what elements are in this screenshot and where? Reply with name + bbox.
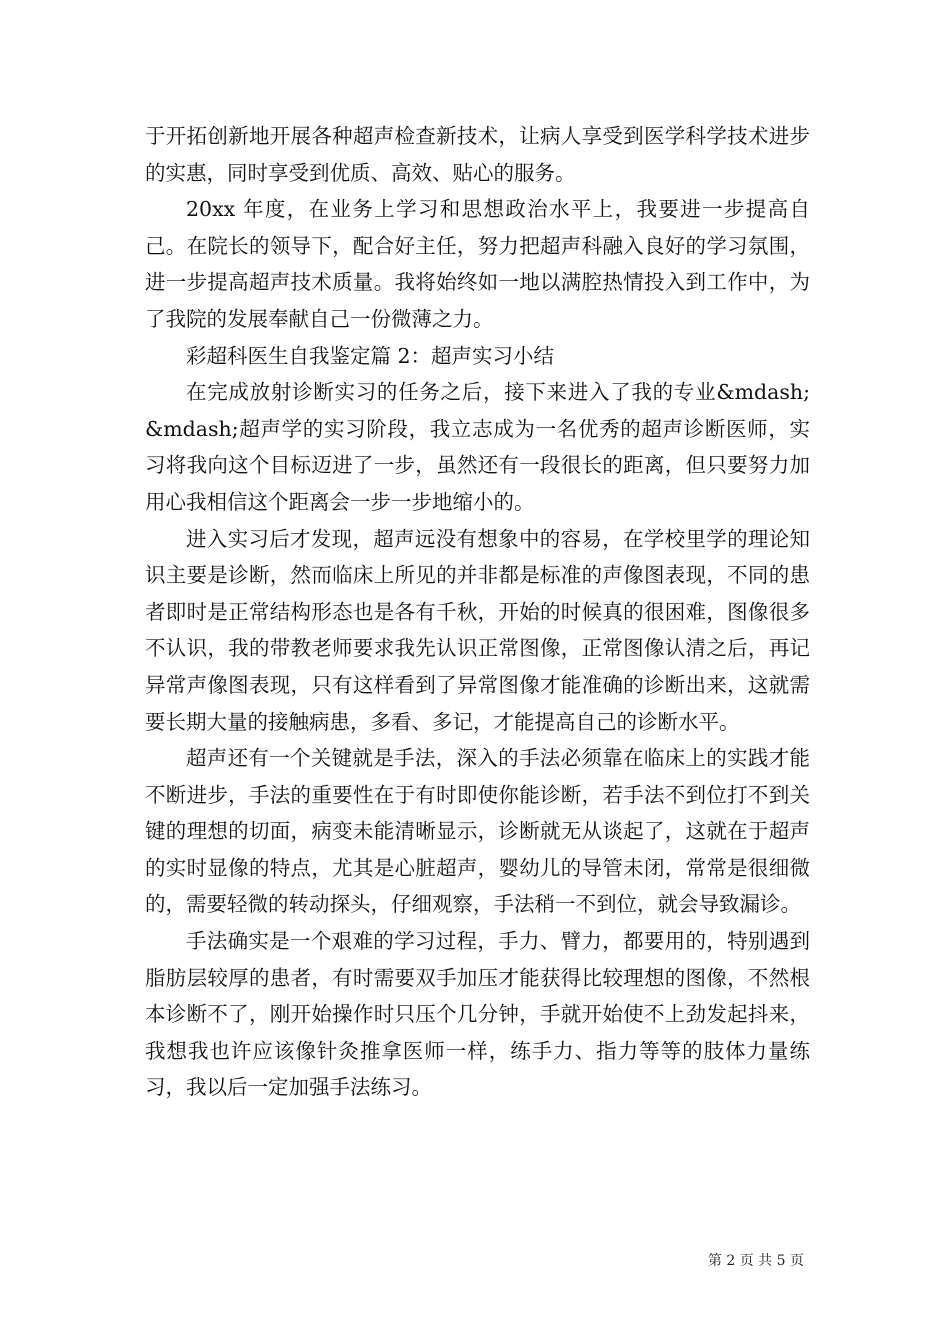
paragraph-technique: 超声还有一个关键就是手法，深入的手法必须靠在临床上的实践才能不断进步，手法的重要性在于有时即使你能诊断，若手法不到位打不到关键的理想的切面，病变未能清晰显示，诊断就无从谈起了，这就在于超声的实时显像的特点，尤其是心脏超声，婴幼儿的导管未闭，常常是很细微的，需要轻微的转动探头，仔细观察，手法稍一不到位，就会导致漏诊。 <box>145 746 810 917</box>
paragraph-annual-plan: 20xx 年度，在业务上学习和思想政治水平上，我要进一步提高自己。在院长的领导下，配合好主任，努力把超声科融入良好的学习氛围，进一步提高超声技术质量。我将始终如一地以满腔热情投入到工作中，为了我院的发展奉献自己一份微薄之力。 <box>145 197 810 331</box>
paragraph-internship-intro: 在完成放射诊断实习的任务之后，接下来进入了我的专业&mdash;&mdash;超声学的实习阶段，我立志成为一名优秀的超声诊断医师，实习将我向这个目标迈进了一步，虽然还有一段很长的距离，但只要努力加用心我相信这个距离会一步一步地缩小的。 <box>145 380 810 514</box>
page-number: 第 2 页 共 5 页 <box>707 1253 804 1269</box>
document-body <box>145 118 810 1106</box>
paragraph-hand-strength: 手法确实是一个艰难的学习过程，手力、臂力，都要用的，特别遇到脂肪层较厚的患者，有时需要双手加压才能获得比较理想的图像，不然根本诊断不了，刚开始操作时只压个几分钟，手就开始使不上劲发起抖来，我想我也许应该像针灸推拿医师一样，练手力、指力等等的肢体力量练习，我以后一定加强手法练习。 <box>145 929 810 1100</box>
paragraph-continuation: 于开拓创新地开展各种超声检查新技术，让病人享受到医学科学技术进步的实惠，同时享受到优质、高效、贴心的服务。 <box>145 124 810 185</box>
paragraph-image-recognition: 进入实习后才发现，超声远没有想象中的容易，在学校里学的理论知识主要是诊断，然而临床上所见的并非都是标准的声像图表现，不同的患者即时是正常结构形态也是各有千秋，开始的时候真的很困难，图像很多不认识，我的带教老师要求我先认识正常图像，正常图像认清之后，再记异常声像图表现，只有这样看到了异常图像才能准确的诊断出来，这就需要长期大量的接触病患，多看、多记，才能提高自己的诊断水平。 <box>145 526 810 734</box>
section-heading: 彩超科医生自我鉴定篇 2：超声实习小结 <box>186 343 555 368</box>
